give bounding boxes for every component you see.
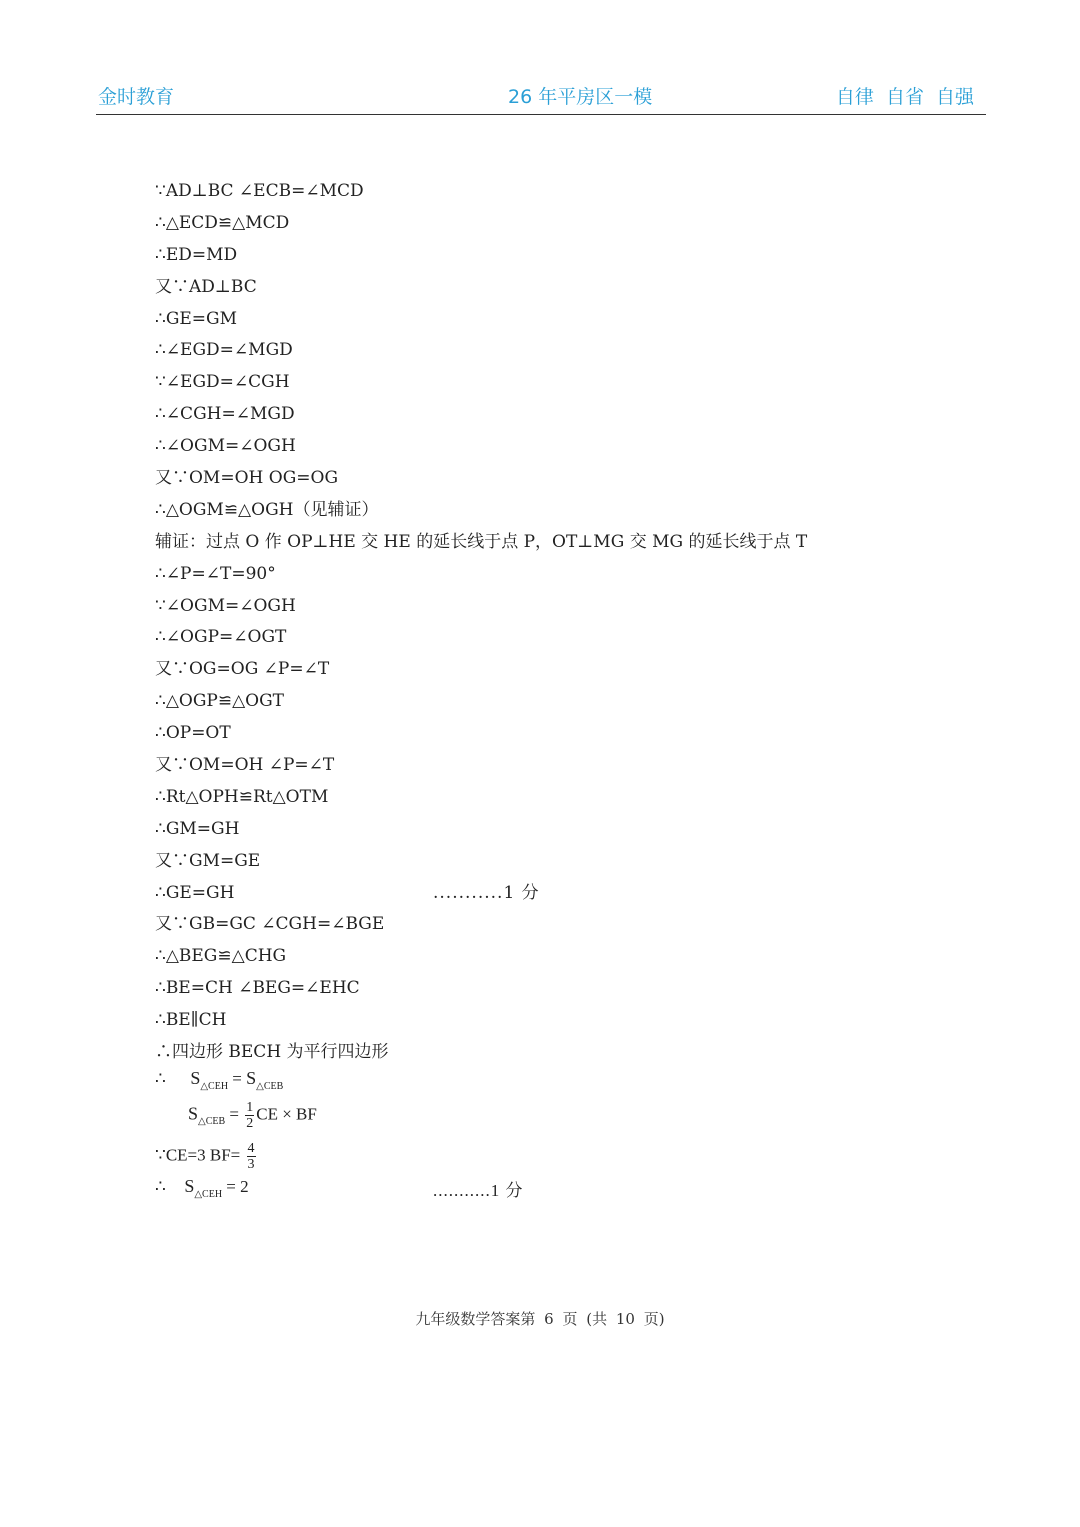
proof-step-text: ∴Rt△OPH≌Rt△OTM bbox=[155, 786, 329, 807]
proof-step-text: 辅证：过点 O 作 OP⊥HE 交 HE 的延长线于点 P，OT⊥MG 交 MG 的延长线于点 T bbox=[155, 531, 808, 552]
header-exam-title: 26 年平房区一模 bbox=[508, 86, 653, 108]
proof-step-text: 又∵OM=OH OG=OG bbox=[155, 468, 339, 489]
proof-line bbox=[155, 622, 935, 654]
proof-line bbox=[155, 367, 935, 399]
proof-line bbox=[155, 527, 935, 559]
proof-line bbox=[155, 208, 935, 240]
proof-line bbox=[155, 559, 935, 591]
proof-line bbox=[155, 176, 935, 208]
proof-line bbox=[155, 654, 935, 686]
proof-line bbox=[155, 431, 935, 463]
proof-line bbox=[155, 686, 935, 718]
proof-step-text: ∴∠OGM=∠OGH bbox=[155, 436, 296, 457]
proof-step-text: 又∵OG=OG ∠P=∠T bbox=[155, 659, 330, 680]
proof-line bbox=[155, 591, 935, 623]
proof-step-text: ∴∠CGH=∠MGD bbox=[155, 404, 295, 425]
proof-step-text: ∴△OGP≌△OGT bbox=[155, 691, 285, 712]
proof-step-text: ∴ED=MD bbox=[155, 244, 238, 265]
fraction-four-thirds: $\frac{4}{3}$ bbox=[247, 1141, 255, 1172]
proof-line bbox=[155, 846, 935, 878]
proof-line bbox=[155, 304, 935, 336]
proof-line bbox=[155, 750, 935, 782]
proof-line bbox=[155, 909, 935, 941]
area-calculation-formula: $S_{\triangle CEB}$ = $\frac{1}{2}$ CE × BF bbox=[188, 1100, 317, 1131]
proof-line bbox=[155, 973, 935, 1005]
proof-step-text: ∴四边形 BECH 为平行四边形 bbox=[155, 1042, 389, 1063]
given-values-formula: ∵CE=3 BF= $\frac{4}{3}$ bbox=[155, 1141, 255, 1172]
proof-body bbox=[155, 176, 935, 1069]
proof-step-text: ∴△ECD≌△MCD bbox=[155, 212, 290, 233]
proof-line bbox=[155, 240, 935, 272]
proof-line bbox=[155, 878, 935, 910]
proof-step-text: 又∵GM=GE bbox=[155, 850, 261, 871]
proof-line bbox=[155, 814, 935, 846]
score-marker: ...........1 分 bbox=[433, 882, 540, 903]
proof-step-text: 又∵AD⊥BC bbox=[155, 276, 257, 297]
header-brand: 金时教育 bbox=[98, 86, 175, 108]
proof-line bbox=[155, 399, 935, 431]
proof-step-text: ∴∠OGP=∠OGT bbox=[155, 627, 287, 648]
page-footer: 九年级数学答案第 6 页 (共 10 页) bbox=[415, 1310, 665, 1328]
proof-line bbox=[155, 463, 935, 495]
fraction-one-half: $\frac{1}{2}$ bbox=[246, 1100, 254, 1131]
proof-step-text: ∴OP=OT bbox=[155, 723, 231, 744]
proof-step-text: ∴△BEG≌△CHG bbox=[155, 946, 287, 967]
header-motto: 自律 自省 自强 bbox=[835, 86, 974, 108]
area-result-formula: ∴ $S_{\triangle CEH} = 2$ ...........1 分 bbox=[155, 1176, 524, 1200]
proof-step-text: ∴BE∥CH bbox=[155, 1010, 227, 1031]
proof-line bbox=[155, 1037, 935, 1069]
proof-step-text: 又∵GB=GC ∠CGH=∠BGE bbox=[155, 914, 385, 935]
score-marker: ...........1 分 bbox=[433, 1181, 524, 1200]
proof-step-text: ∵AD⊥BC ∠ECB=∠MCD bbox=[155, 181, 364, 201]
proof-step-text: ∴∠P=∠T=90° bbox=[155, 563, 276, 584]
proof-line bbox=[155, 718, 935, 750]
area-equality-formula: ∴ $S_{\triangle CEH} = S_{\triangle CEB}$ bbox=[155, 1068, 284, 1092]
proof-step-text: ∵∠OGM=∠OGH bbox=[155, 595, 296, 616]
proof-step-text: 又∵OM=OH ∠P=∠T bbox=[155, 755, 335, 776]
proof-step-text: ∴GM=GH bbox=[155, 818, 240, 839]
proof-line bbox=[155, 335, 935, 367]
proof-line bbox=[155, 1005, 935, 1037]
proof-line bbox=[155, 782, 935, 814]
proof-step-text: ∴∠EGD=∠MGD bbox=[155, 340, 293, 361]
proof-line bbox=[155, 941, 935, 973]
proof-step-text: ∵∠EGD=∠CGH bbox=[155, 372, 290, 393]
page-header bbox=[96, 78, 986, 115]
proof-step-text: ∴BE=CH ∠BEG=∠EHC bbox=[155, 978, 360, 999]
proof-step-text: ∴△OGM≌△OGH（见辅证） bbox=[155, 499, 379, 520]
proof-step-text: ∴GE=GM bbox=[155, 308, 238, 329]
proof-line bbox=[155, 272, 935, 304]
proof-line bbox=[155, 495, 935, 527]
proof-step-text: ∴GE=GH bbox=[155, 882, 235, 903]
